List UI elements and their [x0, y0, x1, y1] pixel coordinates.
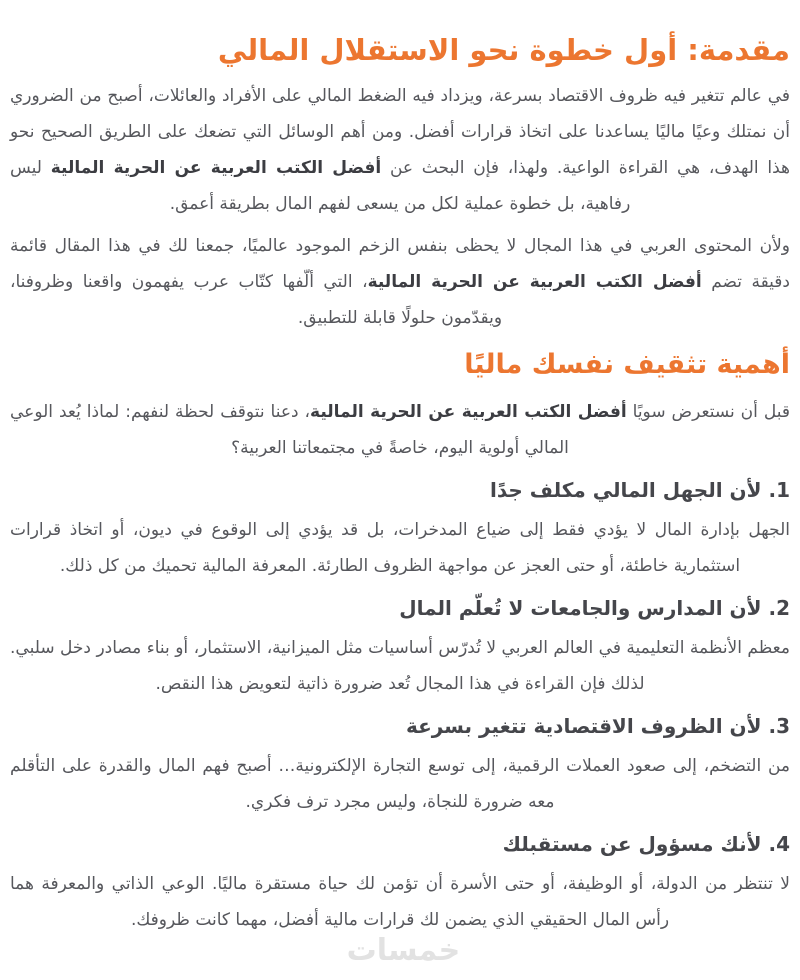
reason-section-3 — [10, 712, 790, 820]
reason-paragraph-3: من التضخم، إلى صعود العملات الرقمية، إلى توسع التجارة الإلكترونية… أصبح فهم المال والقدرة على التأقلم معه ضرورة للنجاة، وليس مجرد ترف فكري. — [10, 756, 790, 812]
page-title: مقدمة: أول خطوة نحو الاستقلال المالي — [217, 33, 790, 67]
intro-paragraph-1 — [10, 78, 790, 222]
text-run: ليس رفاهية، بل خطوة عملية لكل من يسعى لفهم المال بطريقة أعمق. — [10, 158, 631, 214]
reason-paragraph-2: معظم الأنظمة التعليمية في العالم العربي لا تُدرّس أساسيات مثل الميزانية، الاستثمار، أو بناء مصادر دخل سلبي. لذلك فإن القراءة في هذا المجال تُعد ضرورة ذاتية لتعويض هذا النقص. — [10, 638, 790, 694]
reason-heading-3: 3. لأن الظروف الاقتصادية تتغير بسرعة — [405, 714, 790, 738]
bold-keyword: أفضل الكتب العربية عن الحرية المالية — [367, 272, 702, 292]
khamsat-watermark: خمسات — [346, 933, 461, 968]
reason-heading-4: 4. لأنك مسؤول عن مستقبلك — [502, 832, 790, 856]
section-title-importance: أهمية تثقيف نفسك ماليًا — [464, 349, 790, 380]
importance-intro-paragraph — [10, 394, 790, 466]
text-run: ، دعنا نتوقف لحظة لنفهم: لماذا يُعد الوعي المالي أولوية اليوم، خاصةً في مجتمعاتنا العربية؟ — [10, 402, 569, 458]
reason-section-4 — [10, 830, 790, 938]
text-run: قبل أن نستعرض سويًا — [626, 402, 790, 422]
text-run: ولأن المحتوى العربي في هذا المجال لا يحظى بنفس الزخم الموجود عالميًا، جمعنا لك في هذا المقال قائمة دقيقة تضم — [10, 236, 790, 292]
reason-paragraph-1: الجهل بإدارة المال لا يؤدي فقط إلى ضياع المدخرات، بل قد يؤدي إلى الوقوع في ديون، أو اتخاذ قرارات استثمارية خاطئة، أو حتى العجز عن مواجهة الظروف الطارئة. المعرفة المالية تحميك من كل ذلك. — [10, 520, 790, 576]
bold-keyword: أفضل الكتب العربية عن الحرية المالية — [310, 402, 627, 422]
reason-section-2 — [10, 594, 790, 702]
intro-paragraph-2 — [10, 228, 790, 336]
text-run: في عالم تتغير فيه ظروف الاقتصاد بسرعة، ويزداد فيه الضغط المالي على الأفراد والعائلات، أصبح من الضروري أن نمتلك وعيًا ماليًا يساعدنا على اتخاذ قرارات أفضل. ومن أهم الوسائل التي تضعك على الطريق الصحيح نحو هذا الهدف، هي القراءة الواعية. ولهذا، فإن البحث عن — [10, 86, 791, 178]
bold-keyword: أفضل الكتب العربية عن الحرية المالية — [50, 158, 382, 178]
reason-heading-1: 1. لأن الجهل المالي مكلف جدًا — [490, 478, 790, 502]
text-run: ، التي ألّفها كتّاب عرب يفهمون واقعنا وظروفنا، ويقدّمون حلولًا قابلة للتطبيق. — [10, 272, 503, 328]
reason-heading-2: 2. لأن المدارس والجامعات لا تُعلّم المال — [399, 596, 790, 620]
reason-paragraph-4: لا تنتظر من الدولة، أو الوظيفة، أو حتى الأسرة أن تؤمن لك حياة مستقرة ماليًا. الوعي الذاتي والمعرفة هما رأس المال الحقيقي الذي يضمن لك قرارات مالية أفضل، مهما كانت ظروفك. — [10, 874, 790, 930]
reason-section-1 — [10, 476, 790, 584]
